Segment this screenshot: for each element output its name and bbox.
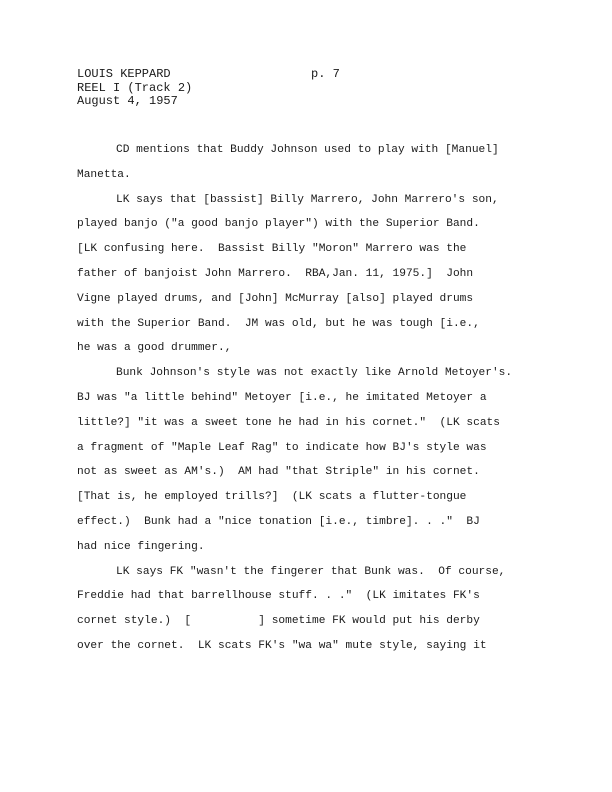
- text-line: a fragment of "Maple Leaf Rag" to indicate how BJ's style was: [77, 441, 487, 454]
- text-line: LK says FK "wasn't the fingerer that Bunk was. Of course,: [116, 565, 506, 578]
- text-line: little?] "it was a sweet tone he had in his cornet." (LK scats: [77, 416, 500, 429]
- text-line: Bunk Johnson's style was not exactly like Arnold Metoyer's.: [116, 367, 513, 380]
- text-line: Freddie had that barrellhouse stuff. . ." (LK imitates FK's: [77, 590, 480, 603]
- text-line: had nice fingering.: [77, 540, 205, 553]
- header-reel: REEL I (Track 2): [77, 80, 193, 95]
- text-line: he was a good drummer.,: [77, 342, 232, 355]
- page-number: p. 7: [311, 67, 340, 81]
- header-date: August 4, 1957: [77, 94, 178, 108]
- document-header: [77, 68, 192, 109]
- text-line: effect.) Bunk had a "nice tonation [i.e., timbre]. . ." BJ: [77, 515, 480, 528]
- text-line: [LK confusing here. Bassist Billy "Moron" Marrero was the: [77, 243, 467, 256]
- header-title: LOUIS KEPPARD: [77, 67, 171, 81]
- text-line: [That is, he employed trills?] (LK scats a flutter-tongue: [77, 491, 467, 504]
- text-line: Vigne played drums, and [John] McMurray [also] played drums: [77, 292, 474, 305]
- text-line: cornet style.) [ ] sometime FK would put his derby: [77, 615, 480, 628]
- text-line: CD mentions that Buddy Johnson used to play with [Manuel]: [116, 144, 499, 156]
- text-line: over the cornet. LK scats FK's "wa wa" mute style, saying it: [77, 639, 487, 652]
- text-line: LK says that [bassist] Billy Marrero, John Marrero's son,: [116, 193, 499, 206]
- text-line: not as sweet as AM's.) AM had "that Striple" in his cornet.: [77, 466, 480, 479]
- text-line: BJ was "a little behind" Metoyer [i.e., he imitated Metoyer a: [77, 391, 487, 404]
- text-line: played banjo ("a good banjo player") with the Superior Band.: [77, 218, 480, 231]
- text-line: with the Superior Band. JM was old, but he was tough [i.e.,: [77, 317, 480, 330]
- text-line: Manetta.: [77, 168, 131, 181]
- text-line: father of banjoist John Marrero. RBA,Jan. 11, 1975.] John: [77, 267, 474, 280]
- transcript-body: [77, 138, 547, 659]
